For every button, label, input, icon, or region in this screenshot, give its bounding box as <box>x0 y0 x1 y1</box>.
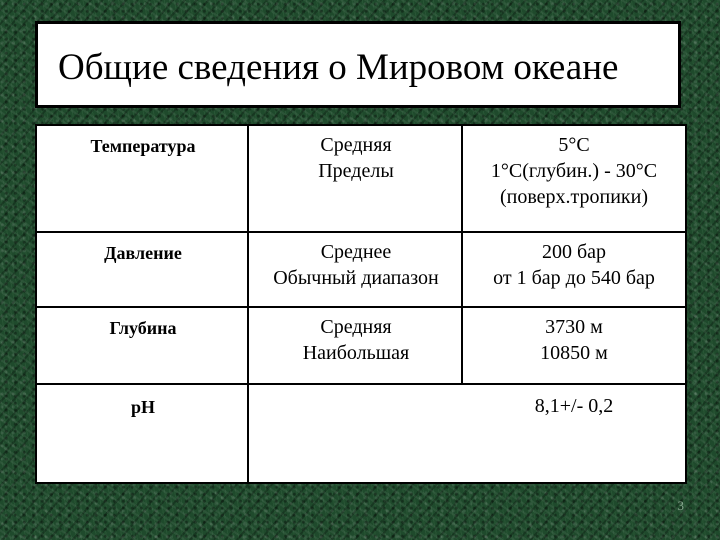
value-avg-depth: 3730 м <box>545 316 603 338</box>
label-average: Средняя <box>320 316 392 338</box>
param-depth: Глубина <box>109 318 177 338</box>
values-pressure <box>463 239 685 291</box>
ocean-info-table <box>35 124 687 484</box>
label-limits: Пределы <box>318 160 394 182</box>
param-temperature: Температура <box>90 136 196 156</box>
title-box <box>35 21 681 108</box>
value-pressure-range: от 1 бар до 540 бар <box>493 267 655 289</box>
param-ph: pH <box>130 397 155 417</box>
label-average: Средняя <box>320 134 392 156</box>
slide-title: Общие сведения о Мировом океане <box>58 47 619 88</box>
labels-temperature <box>249 132 463 184</box>
values-temperature <box>463 132 685 210</box>
label-max: Наибольшая <box>302 342 410 364</box>
value-temperature-range: 1°С(глубин.) - 30°С <box>490 160 658 182</box>
table-row-depth <box>37 308 685 385</box>
labels-pressure <box>249 239 463 291</box>
table-row-ph <box>37 385 685 482</box>
labels-depth <box>249 314 463 366</box>
values-ph <box>463 393 685 419</box>
value-temperature-note: (поверх.тропики) <box>499 186 649 208</box>
label-normal-range: Обычный диапазон <box>273 267 439 289</box>
values-depth <box>463 314 685 366</box>
label-average: Среднее <box>320 241 392 263</box>
value-avg-pressure: 200 бар <box>541 241 607 263</box>
page-number: 3 <box>677 498 684 513</box>
param-pressure: Давление <box>104 243 182 263</box>
table-row-temperature <box>37 126 685 233</box>
value-avg-temperature: 5°С <box>558 134 590 156</box>
table-row-pressure <box>37 233 685 308</box>
value-ph: 8,1+/- 0,2 <box>534 395 614 417</box>
value-max-depth: 10850 м <box>540 342 608 364</box>
